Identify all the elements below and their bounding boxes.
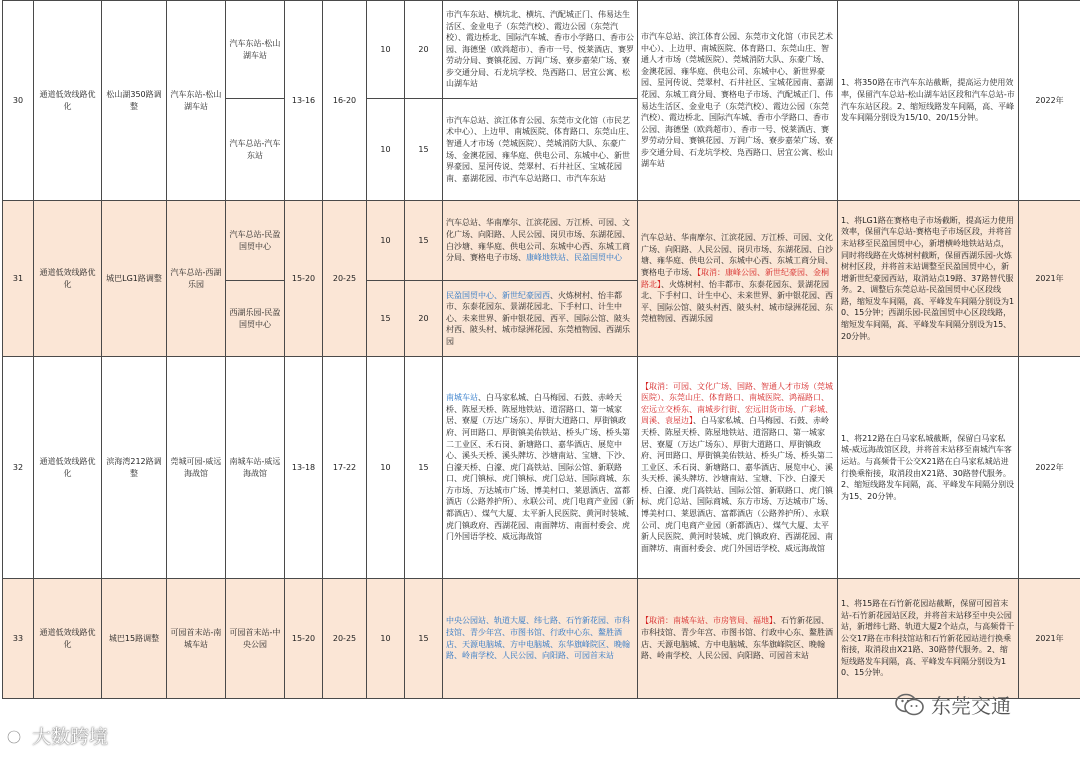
offpeak-interval: 20 <box>405 281 443 357</box>
route-stops-segment: 、火炼树村、怡丰都市、东泰花园东、景湖花园北、下手村口、计生中心、未来世界、新中银花园、西平、国际公馆、陂头村西、陂头村、城市绿洲花园、东莞植物园、西湖乐园 <box>446 290 630 346</box>
adjustment-description: 1、将212路在白马家私城截断，保留白马家私城-威远海战馆区段，并将首末站移至南城汽车客运站。与高频骨干公交X21路在白马家私城站进行换乘衔接，取消段由X21路、30路替代服务。2、缩短线路发车间隔，高、平峰发车间隔分别设为15、20分钟。 <box>838 357 1019 579</box>
implementation-year: 2021年 <box>1019 579 1080 699</box>
route-stops-before <box>443 281 638 357</box>
optimization-type: 通道低效线路优化 <box>34 201 102 357</box>
table-row-31 <box>3 201 1080 281</box>
route-stops-segment: 【取消：康峰公园、新世纪豪园、金桐路北】 <box>641 267 829 289</box>
route-stops-after <box>638 357 838 579</box>
route-stops-segment: 中央公园站、轨道大厦、纬七路、石竹新花园、市科技馆、青少年宫、市图书馆、行政中心东、鳌胜酒店、天源电脑城、方中电脑城、东华旗峰院区、晚翰路、岭南学校、人民公园、向阳路、可园首末站 <box>446 616 630 661</box>
table-row-30 <box>3 1 1080 99</box>
route-stops-before <box>443 579 638 699</box>
adjusted-section: 南城车站-威远海战馆 <box>226 357 285 579</box>
offpeak-interval: 20 <box>405 1 443 99</box>
peak-interval: 10 <box>367 99 405 201</box>
adjusted-section: 西湖乐园-民盈国贸中心 <box>226 281 285 357</box>
plan-name: 松山湖350路调整 <box>102 1 167 201</box>
original-section: 汽车总站-西湖乐园 <box>167 201 226 357</box>
watermark-right-text: 东莞交通 <box>931 694 1011 718</box>
route-stops-before <box>443 1 638 99</box>
row-number: 30 <box>3 1 34 201</box>
row-number: 32 <box>3 357 34 579</box>
adjustment-description: 1、将LG1路在赛格电子市场截断，提高运力使用效率，保留汽车总站-赛格电子市场区段，并将首末站移至民盈国贸中心，新增横岭地铁站站点，同时将线路在火炼树村截断，保留西湖乐园-火炼树村区段，并将首末站调整至民盈国贸中心，新增新世纪豪园西站，取消站点19路、37路替代服务。2、调整后东莞总站-民盈国贸中心区段线路，缩短发车间隔，高、平峰发车间隔分别设为10、15分钟；西湖乐园-民盈国贸中心区段线路，缩短发车间隔，高、平峰发车间隔分别设为15、20分钟。 <box>838 201 1019 357</box>
time-after: 16-20 <box>323 1 367 201</box>
route-stops-segment: 市汽车总站、滨江体育公园、东莞市文化馆（市民艺术中心）、上边甲、南城医院、体育路口、东莞山庄、智通人才市场（莞城医院）、莞城消防大队、东豪广场、金澳花园、雍华庭、供电公司、东城中心、新世界豪园、星河传说、莞翠村、石井社区、宝城花园南、嘉湖花园、市汽车总站路口、市汽车东站 <box>446 115 634 183</box>
original-section: 莞城可园-威远海战馆 <box>167 357 226 579</box>
plan-name: 城巴15路调整 <box>102 579 167 699</box>
offpeak-interval: 15 <box>405 579 443 699</box>
offpeak-interval: 15 <box>405 99 443 201</box>
route-stops-before <box>443 99 638 201</box>
route-stops-before <box>443 357 638 579</box>
route-stops-segment: 、石竹新花园、市科技馆、青少年宫、市图书馆、行政中心东、鳌胜酒店、天源电脑城、方中电脑城、东华旗峰院区、晚翰路、岭南学校、人民公园、向阳路、可园首末站 <box>641 616 833 661</box>
route-adjustment-table <box>2 0 1080 699</box>
route-stops-segment: 民盈国贸中心、新世纪豪园西 <box>446 290 550 300</box>
adjusted-section: 汽车总站-民盈国贸中心 <box>226 201 285 281</box>
adjusted-section: 汽车总站-汽车东站 <box>226 99 285 201</box>
route-stops-segment: 康峰地铁站、民盈国贸中心 <box>526 253 622 263</box>
offpeak-interval: 15 <box>405 201 443 281</box>
plan-name: 城巴LG1路调整 <box>102 201 167 357</box>
route-stops-segment: 南城车站 <box>446 393 478 403</box>
peak-interval: 10 <box>367 357 405 579</box>
row-number: 33 <box>3 579 34 699</box>
peak-interval: 15 <box>367 281 405 357</box>
original-section: 可园首末站-南城车站 <box>167 579 226 699</box>
peak-interval: 10 <box>367 1 405 99</box>
adjusted-section: 汽车东站-松山湖车站 <box>226 1 285 99</box>
route-stops-after <box>638 1 838 201</box>
time-before: 15-20 <box>285 201 323 357</box>
adjustment-description: 1、将350路在市汽车东站截断，提高运力使用效率，保留汽车总站-松山湖车站区段和汽车总站-市汽车东站区段。2、缩短线路发车间隔，高、平峰发车间隔分别设为15/10、20/15分钟。 <box>838 1 1019 201</box>
implementation-year: 2022年 <box>1019 1 1080 201</box>
time-after: 17-22 <box>323 357 367 579</box>
optimization-type: 通道低效线路优化 <box>34 357 102 579</box>
implementation-year: 2021年 <box>1019 201 1080 357</box>
implementation-year: 2022年 <box>1019 357 1080 579</box>
offpeak-interval: 15 <box>405 357 443 579</box>
route-stops-segment: 市汽车总站、滨江体育公园、东莞市文化馆（市民艺术中心）、上边甲、南城医院、体育路口、东莞山庄、智通人才市场（莞城医院）、莞城消防大队、东豪广场、金澳花园、雍华庭、供电公司、东城中心、新世界豪园、星河传说、莞翠村、石井社区、宝城花园南、嘉湖花园、东城工商分局、赛格电子市场、汽配城正门、伟易达生活区、金业电子（东莞汽校）、霞边公园（东莞汽校）、霞边桥北、国际汽车城、香市小学路口、香市公园、海德堡（欧尚超市）、香市一号、悦莱酒店、赛罗劳动分局、赛镇花园、万润广场、寮步嘉荣广场、寮步交通分局、石龙坑学校、凫西路口、居宜公寓、松山湖车站 <box>641 31 833 169</box>
peak-interval: 10 <box>367 579 405 699</box>
adjusted-section: 可园首末站-中央公园 <box>226 579 285 699</box>
time-after: 20-25 <box>323 201 367 357</box>
table-row-32 <box>3 357 1080 579</box>
optimization-type: 通道低效线路优化 <box>34 579 102 699</box>
route-stops-segment: 汽车总站、华南摩尔、江滨花园、万江桥、可园、文化广场、向阳路、人民公园、岗贝市场、东湖花园、白沙塘、雍华庭、供电公司、东城中心西、东城工商分局、赛格电子市场、 <box>641 233 833 277</box>
route-stops-after <box>638 579 838 699</box>
route-stops-segment: 【取消：可园、文化广场、国路、智通人才市场（莞城医院）、东莞山庄、体育路口、南城医院、鸿福路口、宏远立交桥东、南城步行街、宏远旧货市场、广彩城、周溪、袁屋边】 <box>641 381 833 426</box>
time-after: 20-25 <box>323 579 367 699</box>
peak-interval: 10 <box>367 201 405 281</box>
route-stops-segment: 、白马家私城、白马梅园、石鼓、赤岭天桥、陈屋天桥、陈屋地铁站、道滘路口、第一城家居、寮厦（万达广场东）、厚街大道路口、厚街镇政府、河田路口、厚街镇美佑铁站、桥头广场、桥头第二工业区、禾石岗、新塘路口、嘉华酒店、展览中心、溪头天桥、溪头牌坊、沙塘南站、宝塘、下沙、白濠天桥、白濠、虎门高铁站、国际公馆、新联路口、虎门镇标、虎门镇标、虎门总站、国际商城、东方市场、万达城市广场、博美村口、莱恩酒店、富都酒店（公路养护所）、永联公司、虎门电商产业园（新都酒店）、煤气大厦、太平新人民医院、黄河时装城、虎门镇政府、西湖花园、南面牌坊、南面村委会、虎门外国语学校、威远海战馆 <box>446 393 634 542</box>
watermark-left-text: 大数跨境 <box>32 726 109 748</box>
optimization-type: 通道低效线路优化 <box>34 1 102 201</box>
route-stops-segment: 市汽车东站、横坑北、横坑、汽配城正门、伟易达生活区、金业电子（东莞汽校）、霞边公园（东莞汽校）、霞边桥北、国际汽车城、香市小学路口、香市公园、海德堡（欧尚超市）、香市一号、悦莱酒店、赛罗劳动分局、赛镇花园、万润广场、寮步嘉荣广场、寮步交通分局、石龙坑学校、凫西路口、居宜公寓、松山湖车站 <box>446 9 634 89</box>
route-stops-segment: 、火炼树村、怡丰都市、东泰花园东、景湖花园北、下手村口、计生中心、未来世界、新中银花园、西平、国际公馆、陂头村西、陂头村、城市绿洲花园、东莞植物园、西湖乐园 <box>641 279 833 324</box>
route-stops-segment: 、白马家私城、白马梅园、石鼓、赤岭天桥、陈屋天桥、陈屋地铁站、道滘路口、第一城家居、寮厦（万达广场东）、厚街大道路口、厚街镇政府、河田路口、厚街镇美佑铁站、桥头广场、桥头第二工业区、禾石岗、新塘路口、嘉华酒店、展览中心、溪头天桥、溪头牌坊、沙塘南站、宝塘、下沙、白濠天桥、白濠、虎门高铁站、国际公馆、新联路口、虎门镇标、虎门总站、国际商城、东方市场、万达城市广场、博美村口、莱恩酒店、富都酒店（公路养护所）、永联公司、虎门电商产业园（新都酒店）、煤气大厦、太平新人民医院、黄河时装城、虎门镇政府、西湖花园、南面牌坊、南面村委会、虎门外国语学校、威远海战馆 <box>641 416 833 553</box>
watermark-left <box>6 722 108 749</box>
adjustment-description: 1、将15路在石竹新花园站截断，保留可园首末站-石竹新花园站区段，并将首末站移至中央公园站，新增纬七路、轨道大厦2个站点，与高频骨干公交17路在市科技馆站和石竹新花园站进行换乘衔接，取消段由X21路、30路替代服务。2、缩短线路发车间隔，高、平峰发车间隔分别设为10、15分钟。 <box>838 579 1019 699</box>
chain-link-icon <box>6 725 28 747</box>
route-stops-before <box>443 201 638 281</box>
wechat-icon <box>895 692 925 718</box>
table-row-33 <box>3 579 1080 699</box>
original-section: 汽车东站-松山湖车站 <box>167 1 226 201</box>
time-before: 15-20 <box>285 579 323 699</box>
route-stops-after <box>638 201 838 357</box>
row-number: 31 <box>3 201 34 357</box>
watermark-right <box>895 690 1011 719</box>
plan-name: 滨海湾212路调整 <box>102 357 167 579</box>
time-before: 13-18 <box>285 357 323 579</box>
time-before: 13-16 <box>285 1 323 201</box>
route-stops-segment: 【取消：南城车站、市房管局、福地】 <box>641 616 773 626</box>
route-stops-segment: 汽车总站、华南摩尔、江滨花园、万江桥、可园、文化广场、向阳路、人民公园、岗贝市场、东湖花园、白沙塘、雍华庭、供电公司、东城中心西、东城工商分局、赛格电子市场、 <box>446 218 630 263</box>
